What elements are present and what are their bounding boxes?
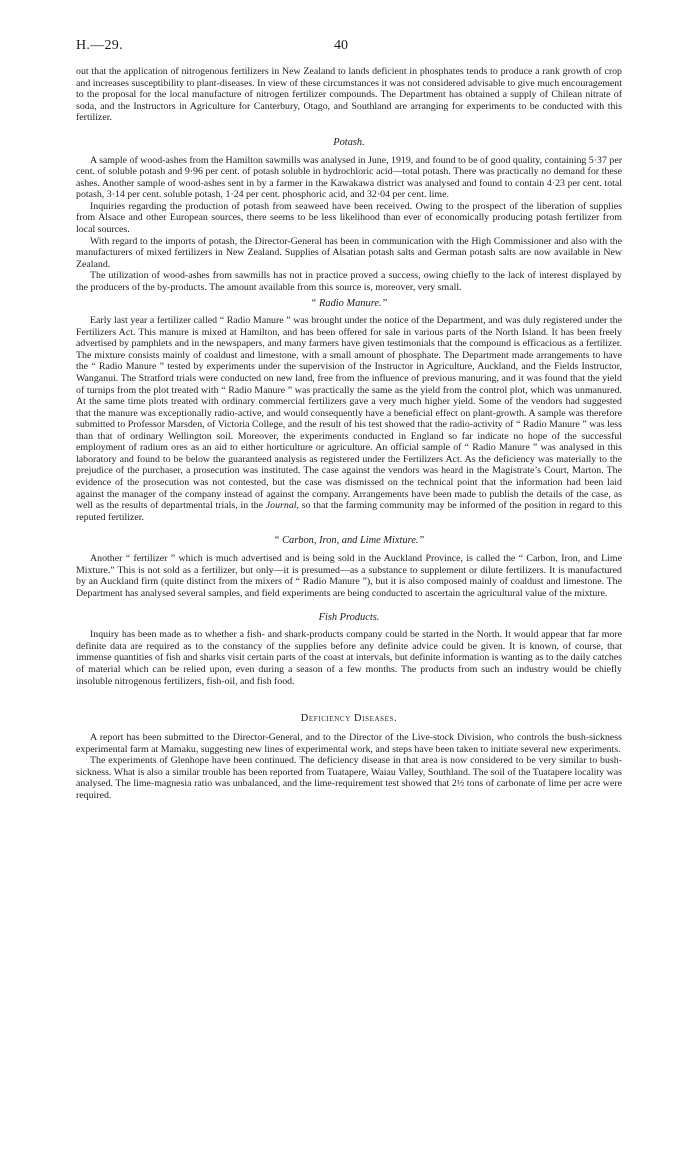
report-reference: H.—29.	[76, 38, 123, 53]
carbon-paragraph: Another “ fertilizer ” which is much advertised and is being sold in the Auckland Province, is called the “ Carbon, Iron, and Lime Mixture.” This is not sold as a fertilizer, but only—it is presumed—as a substance to supplement or dilute fertilizers. It is manufactured by an Auckland firm (quite distinct from the mixers of “ Radio Manure ”), but it is also composed mainly of coaldust and limestone. The Department has analysed several samples, and field experiments are being conducted to ascertain the agricultural value of the mixture.	[76, 553, 622, 599]
radio-manure-paragraph	[76, 315, 622, 523]
section-heading-radio-manure: “ Radio Manure.”	[310, 298, 388, 310]
page-number: 40	[334, 38, 348, 53]
section-heading-potash: Potash.	[333, 136, 365, 148]
section-heading-fish-products: Fish Products.	[318, 612, 380, 624]
potash-paragraph-1: A sample of wood-ashes from the Hamilton sawmills was analysed in June, 1919, and found to be of good quality, containing 5·37 per cent. of soluble potash and 9·96 per cent. of potash soluble in hydrochloric acid—total potash. There was practically no demand for these ashes. Another sample of wood-ashes sent in by a farmer in the Kawakawa district was analysed and found to contain 4·23 per cent. total potash, 3·14 per cent. soluble potash, 1·24 per cent. phosphoric acid, and 32·04 per cent. lime.	[76, 154, 622, 201]
document-page	[76, 38, 622, 801]
potash-paragraph-3: With regard to the imports of potash, the Director-General has been in communication with the High Commissioner and also with the manufacturers of mixed fertilizers in New Zealand. Supplies of Alsatian potash salts and German potash salts are now available in New Zealand.	[76, 235, 622, 270]
section-heading-carbon-iron-lime: “ Carbon, Iron, and Lime Mixture.”	[273, 535, 425, 547]
radio-text-part-2: , so that the farming community may be informed of the position in regard to this reputed fertilizer.	[76, 500, 623, 523]
intro-paragraph: out that the application of nitrogenous fertilizers in New Zealand to lands deficient in phosphates tends to produce a rank growth of crop and increases susceptibility to plant-diseases. In view of these circumstances it was not considered advisable to give much encouragement to the proposal for the local manufacture of nitrogen fertilizer compounds. The Department has obtained a supply of Chilean nitrate of soda, and the Instructors in Agriculture for Canterbury, Otago, and Southland are arranging for experiments to be conducted with this fertilizer.	[76, 66, 622, 124]
deficiency-paragraph-2: The experiments of Glenhope have been continued. The deficiency disease in that area is now considered to be very similar to bush-sickness. What is also a similar trouble has been reported from Tuatapere, Waiau Valley, Southland. The soil of the Tuatapere locality was analysed. The lime-magnesia ratio was unbalanced, and the lime-requirement test showed that 2½ tons of carbonate of lime per acre were required.	[76, 755, 622, 801]
potash-paragraph-2: Inquiries regarding the production of potash from seaweed have been received. Owing to the prospect of the liberation of supplies from Alsace and other European sources, there seems to be less likelihood than ever of economically producing potash fertilizer from local sources.	[76, 200, 622, 236]
fish-paragraph: Inquiry has been made as to whether a fish- and shark-products company could be started in the North. It would appear that far more definite data are required as to the constancy of the supplies before any definite advice could be given. It is known, of course, that immense quantities of fish and sharks visit certain parts of the coast at intervals, but definite information is wanting as to the daily catches of material which can be relied upon, even during a season of a few months. The products from such an industry would be chiefly insoluble nitrogenous fertilizers, fish-oil, and fish food.	[76, 629, 622, 687]
journal-title: Journal	[265, 500, 297, 512]
radio-text-part-1: Early last year a fertilizer called “ Radio Manure ” was brought under the notice of the Department, and was duly registered under the Fertilizers Act. This manure is mixed at Hamilton, and has been offered for sale in various parts of the North Island. It has been freely advertised by pamphlets and in the newspapers, and many farmers have given testimonials that the compound is efficacious as a fertilizer. The mixture consists mainly of coaldust and limestone, with a small amount of phosphate. The Department made arrangements to have the “ Radio Manure ” tested by experiments under the supervision of the Instructor in Agriculture, Auckland, and the Fields Instructor, Wanganui. The Stratford trials were conducted on new land, free from the influence of previous manuring, and it was found that the yield of turnips from the plot treated with “ Radio Manure ” was practically the same as the yield from the control plot, which was unmanured. At the same time plots treated with ordinary commercial fertilizers gave a very much higher yield. Some of the vendors had suggested that the manure was exceptionally radio-active, and would consequently have a beneficial effect on plant-growth. A sample was therefore submitted to Professor Marsden, of Victoria College, and the result of his test showed that the radio-activity of “ Radio Manure ” was less than that of ordinary Wellington soil. Moreover, the experiments conducted in England so far indicate no hope of the successful employment of radium ores as an aid to either horticulture or agriculture. An official sample of “ Radio Manure ” was analysed in this laboratory and found to be below the guaranteed analysis as registered under the Fertilizers Act. As the deficiency was materially to the prejudice of the purchaser, a prosecution was instituted. The case against the vendors was heard in the Magistrate’s Court, Marton. The evidence of the prosecution was not contested, but the case was dismissed on the technical point that the information had been laid against the manager of the company instead of against the company. Arrangements have been made to publish the details of the case, as well as the results of departmental trials, in the	[76, 315, 622, 512]
page-header	[76, 38, 622, 62]
deficiency-paragraph-1: A report has been submitted to the Director-General, and to the Director of the Live-stock Division, who controls the bush-sickness experimental farm at Mamaku, suggesting new lines of experimental work, and steps have been taken to initiate several new experiments.	[76, 732, 622, 755]
page-body	[76, 66, 622, 801]
potash-paragraph-4: The utilization of wood-ashes from sawmills has not in practice proved a success, owing chiefly to the lack of interest displayed by the producers of the by-products. The amount available from this source is, moreover, very small.	[76, 270, 622, 293]
section-heading-deficiency-diseases: Deficiency Diseases.	[300, 713, 398, 725]
